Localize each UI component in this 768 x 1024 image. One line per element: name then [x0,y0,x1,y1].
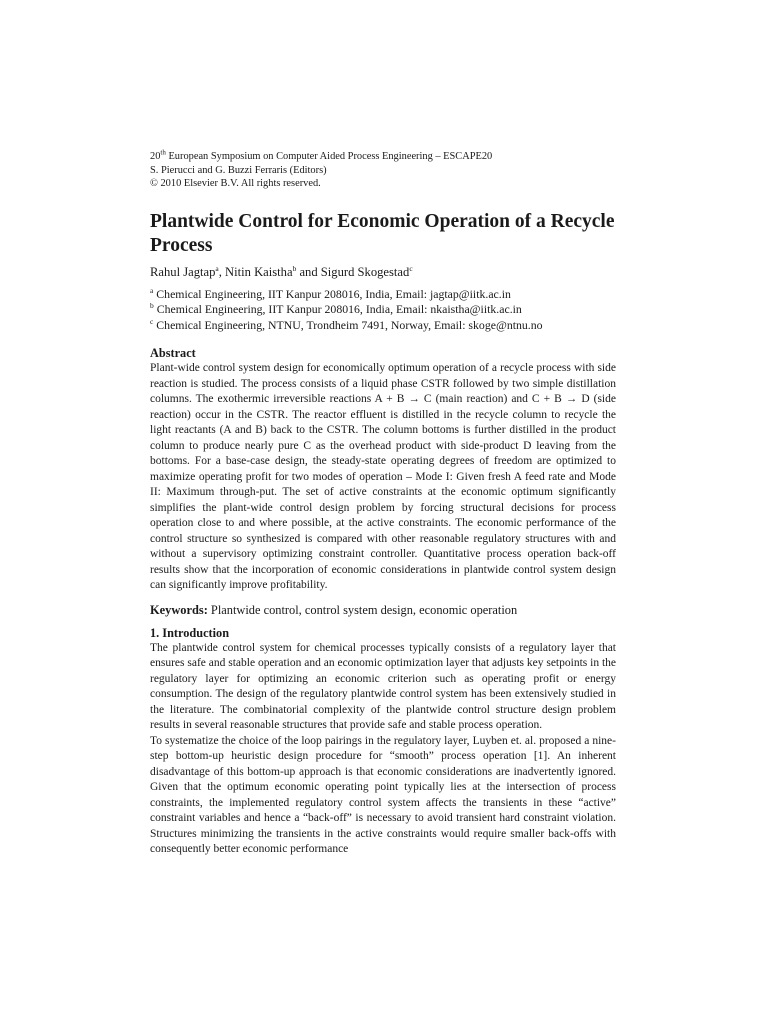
author-name: Sigurd Skogestad [320,264,410,279]
affiliation-text: Chemical Engineering, IIT Kanpur 208016, India, Email: jagtap@iitk.ac.in [156,286,511,301]
introduction-paragraph: To systematize the choice of the loop pairings in the regulatory layer, Luyben et. al. proposed a nine-step bottom-up heuristic design procedure for “smooth” process operation [1]. An inherent disadvantage of this bottom-up approach is that economic considerations are inadvertently ignored. Given that the optimum economic operating point typically lies at the intersection of process constraints, the implemented regulatory control system affects the transients in these “active” constraint variables and hence a “back-off” is necessary to avoid transient hard constraint violation. Structures minimizing the transients in the active constraints would require smaller back-offs with consequently better economic performance [150,734,616,856]
affiliation-item [150,302,616,318]
author-affiliation-mark: c [409,263,413,273]
introduction-paragraph: The plantwide control system for chemical processes typically consists of a regulatory layer that ensures safe and stable operation and an economic optimization layer that adjusts key setpoints in the regulatory layer for optimizing an economic criterion such as operating profit or energy consumption. The design of the regulatory plantwide control system has been extensively studied in the literature. The combinatorial complexity of the plantwide control structure design problem results in several reasonable structures that provide safe and stable process operation. [150,641,616,732]
keywords-line [150,602,616,618]
affiliation-mark: b [150,301,154,311]
affiliation-item [150,318,616,334]
affiliation-item [150,287,616,303]
abstract-heading: Abstract [150,346,196,361]
introduction-heading: 1. Introduction [150,625,230,640]
affiliation-text: Chemical Engineering, IIT Kanpur 208016, India, Email: nkaistha@iitk.ac.in [156,302,522,317]
affiliation-list [150,287,616,334]
paper-page [150,150,616,858]
conference-header [150,150,616,191]
author-affiliation-mark: a [215,263,219,273]
author-list [150,264,616,280]
conference-number: 20 [150,151,161,162]
author-name: Rahul Jagtap [150,264,216,279]
keywords-text: Plantwide control, control system design, economic operation [207,602,518,617]
paper-title: Plantwide Control for Economic Operation of a Recycle Process [150,210,615,256]
author-name: Nitin Kaistha [225,264,293,279]
author-separator: , [218,264,226,279]
affiliation-mark: a [150,285,154,295]
conference-line [150,150,616,164]
author-affiliation-mark: b [292,263,297,273]
conference-name: European Symposium on Computer Aided Process Engineering – ESCAPE20 [165,151,493,162]
conference-ordinal-suffix: th [160,148,166,157]
abstract-text: Plant-wide control system design for economically optimum operation of a recycle process with side reaction is studied. The process consists of a liquid phase CSTR followed by two simple distillation columns. The exothermic irreversible reactions A + B → C (main reaction) and C + B → D (side reaction) occur in the CSTR. The reactor effluent is distilled in the recycle column to recycle the light reactants (A and B) back to the CSTR. The column bottoms is further distilled in the product column to produce nearly pure C as the overhead product with side-product D leaving from the bottoms. For a base-case design, the steady-state operating degrees of freedom are optimized to maximize operating profit for two modes of operation – Mode I: Given fresh A feed rate and Mode II: Maximum through-put. The set of active constraints at the economic optimum significantly simplifies the plant-wide control design problem by forcing structural decisions for process operation close to and where possible, at the active constraints. The economic performance of the control structure so synthesized is compared with other reasonable regulatory structures with and without a supervisory optimizing constraint controller. Quantitative process operation back-off results show that the incorporation of economic considerations in plantwide control system design can significantly improve profitability. [150,362,616,592]
affiliation-text: Chemical Engineering, NTNU, Trondheim 7491, Norway, Email: skoge@ntnu.no [156,317,543,332]
author-separator: and [296,264,321,279]
copyright-line: © 2010 Elsevier B.V. All rights reserved. [150,178,321,189]
keywords-label: Keywords: [150,602,208,617]
editors-line: S. Pierucci and G. Buzzi Ferraris (Editors) [150,164,327,176]
affiliation-mark: c [150,316,154,326]
